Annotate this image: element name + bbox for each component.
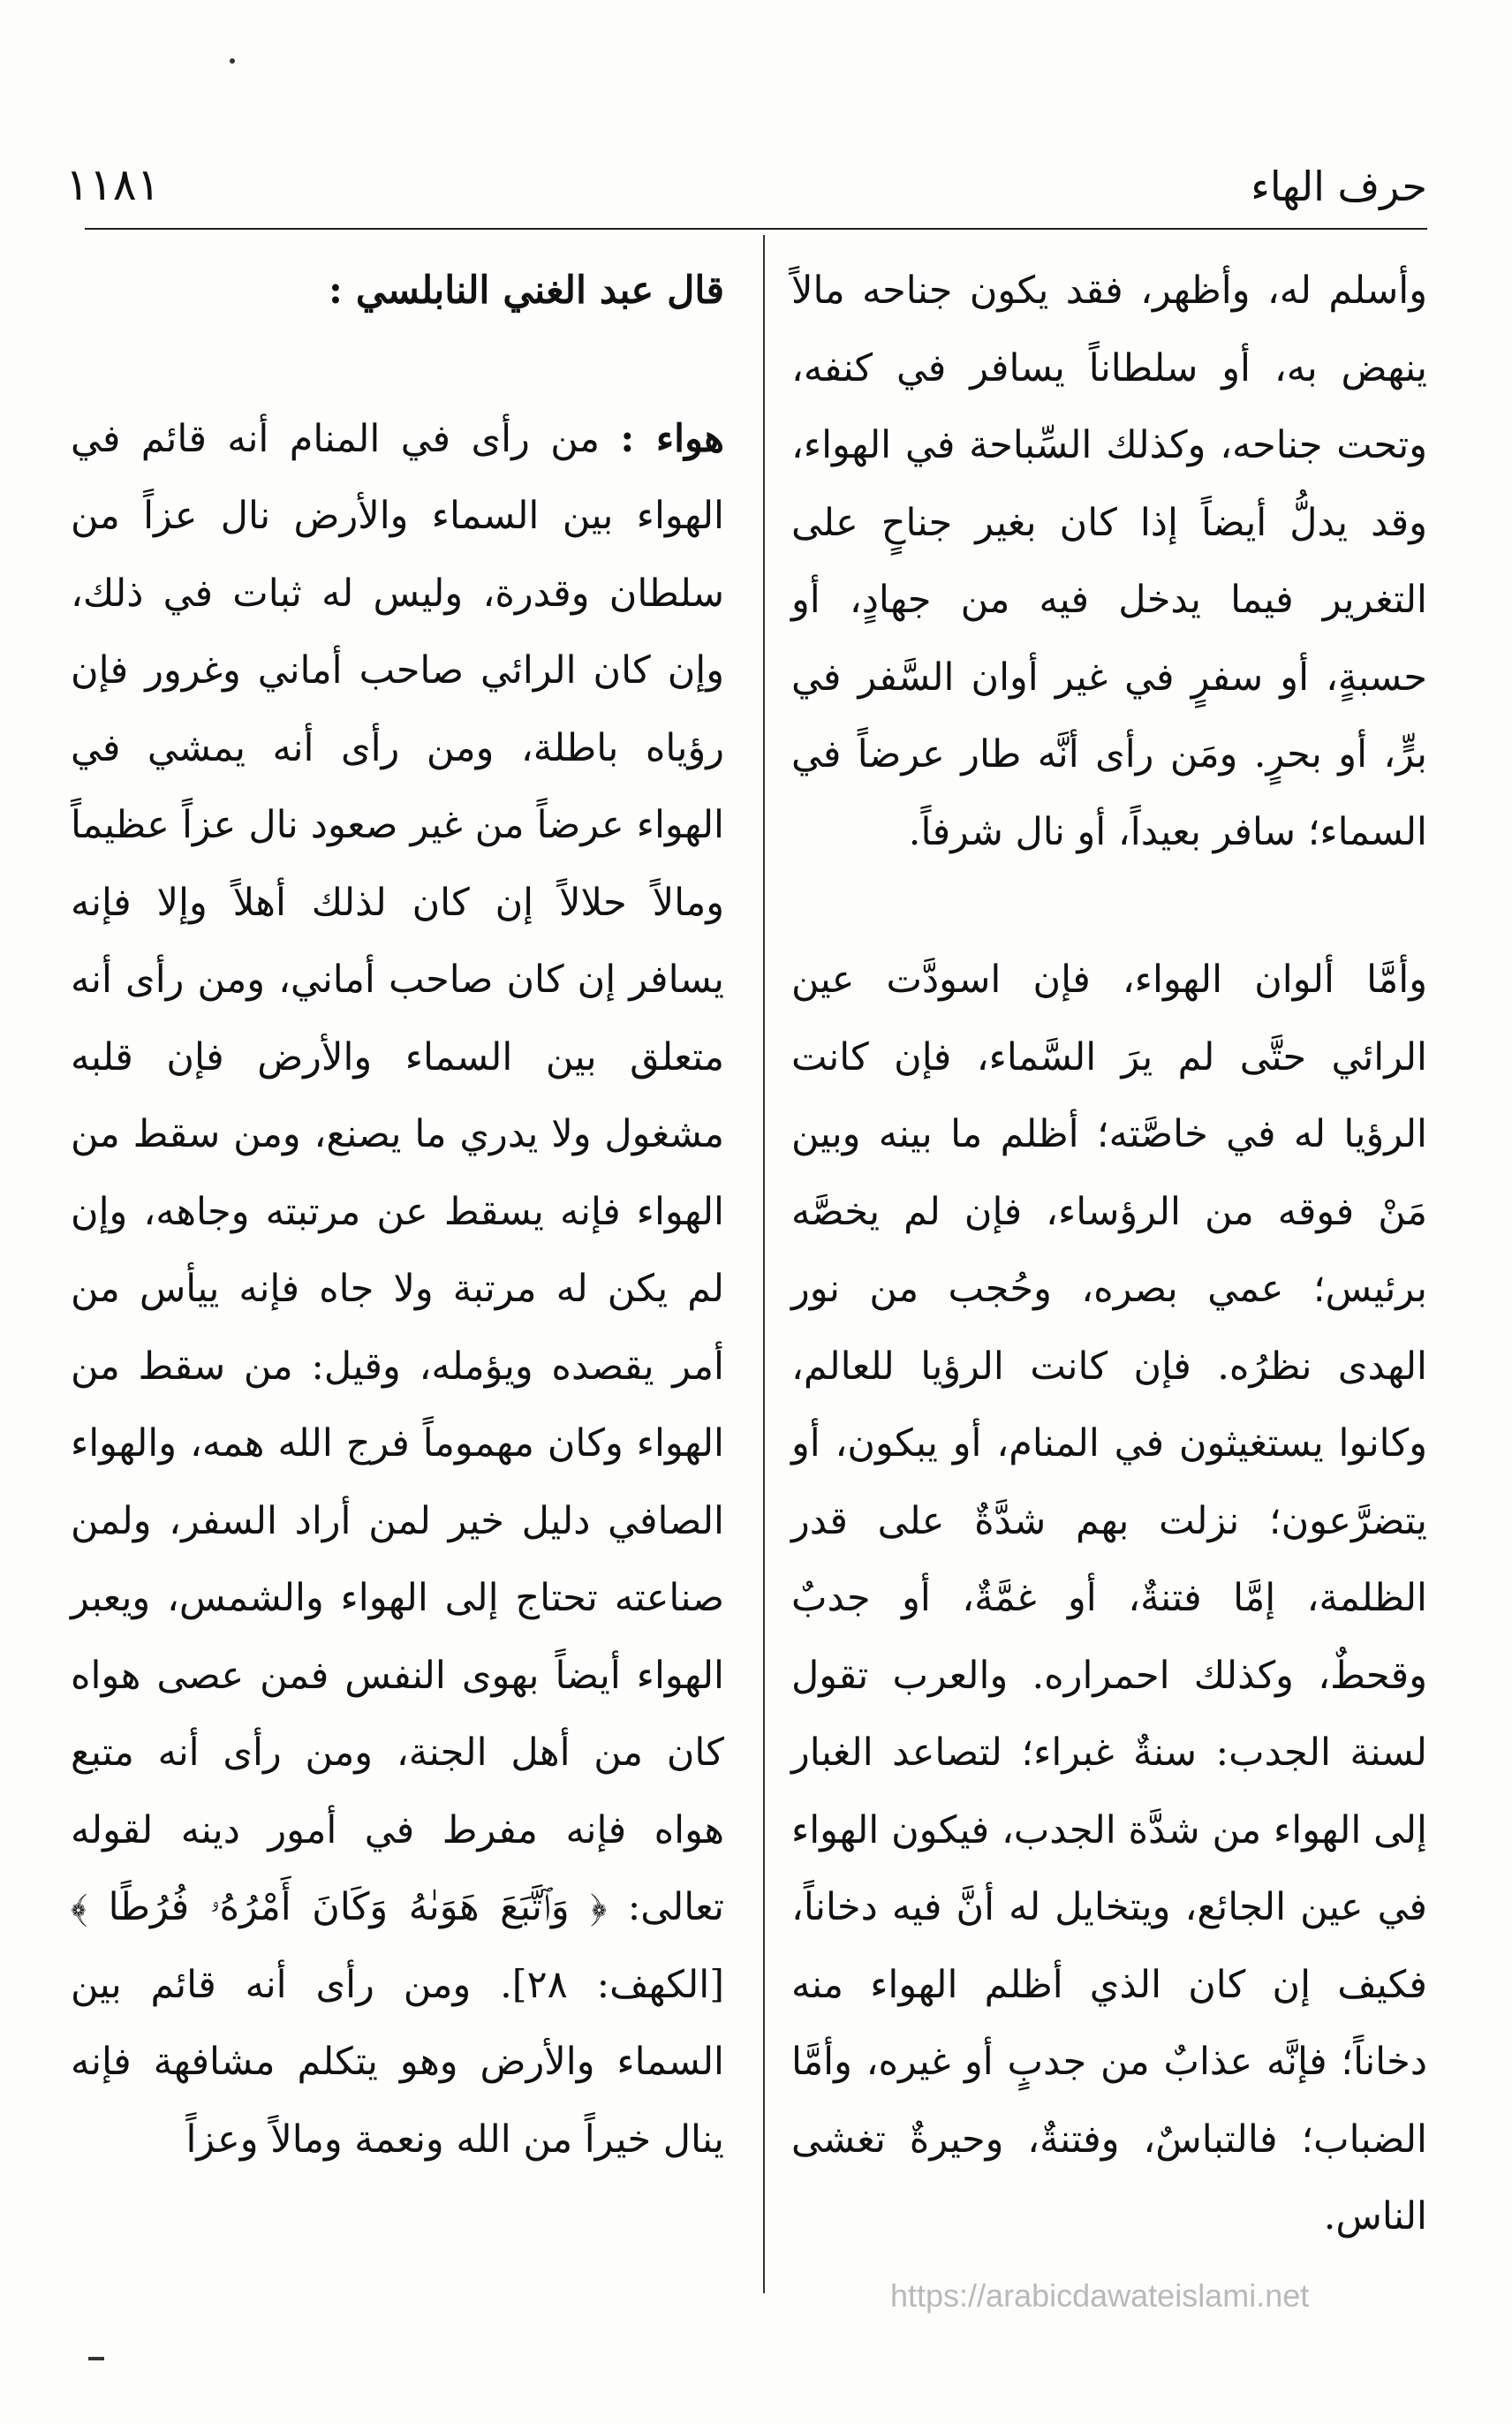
scan-speck bbox=[230, 58, 235, 64]
paragraph-gap bbox=[791, 871, 1427, 942]
entry-text-1: من رأى في المنام أنه قائم في الهواء بين السماء والأرض نال عزاً من سلطان وقدرة، وليس له ثبات في ذلك، وإن كان الرائي صاحب أماني وغرور فإن رؤياه باطلة، ومن رأى أنه يمشي في الهواء عرضاً من غير صعود نال عزاً عظيماً ومالاً حلالاً إن كان لذلك أهلاً وإلا فإنه يسافر إن كان صاحب أماني، ومن رأى أنه متعلق بين السماء والأرض فإن قلبه مشغول ولا يدري ما يصنع، ومن سقط من الهواء فإنه يسقط عن مرتبته وجاهه، وإن لم يكن له مرتبة ولا جاه فإنه ييأس من أمر يقصده ويؤمله، وقيل: من سقط من الهواء وكان مهموماً فرج الله همه، والهواء الصافي دليل خير لمن أراد السفر، ولمن صناعته تحتاج إلى الهواء والشمس، ويعبر الهواء أيضاً بهوى النفس فمن عصى هواه كان من أهل الجنة، ومن رأى أنه متبع هواه فإنه مفرط في أمور دينه لقوله تعالى: bbox=[71, 416, 725, 1929]
right-paragraph-2: وأمَّا ألوان الهواء، فإن اسودَّت عين الرائي حتَّى لم يرَ السَّماء، فإن كانت الرؤيا له في خاصَّته؛ أظلم ما بينه وبين مَنْ فوقه من الرؤساء، فإن لم يخصَّه برئيس؛ عمي بصره، وحُجب من نور الهدى نظرُه. فإن كانت الرؤيا للعالم، وكانوا يستغيثون في المنام، أو يبكون، أو يتضرَّعون؛ نزلت بهم شدَّةٌ على قدر الظلمة، إمَّا فتنةٌ، أو غمَّةٌ، أو جدبٌ وقحطٌ، وكذلك احمراره. والعرب تقول لسنة الجدب: سنةٌ غبراء؛ لتصاعد الغبار إلى الهواء من شدَّة الجدب، فيكون الهواء في عين الجائع، ويتخايل له أنَّ فيه دخاناً، فكيف إن كان الذي أظلم الهواء منه دخاناً؛ فإنَّه عذابٌ من جدبٍ أو غيره، وأمَّا الضباب؛ فالتباسٌ، وفتنةٌ، وحيرةٌ تغشى الناس. bbox=[791, 958, 1427, 2238]
entry-text-2: . ومن رأى أنه قائم بين السماء والأرض وهو يتكلم مشافهة فإنه ينال خيراً من الله ونعمة ومالاً وعزاً bbox=[71, 1962, 724, 2162]
watermark-url: https://arabicdawateislami.net bbox=[890, 2277, 1310, 2314]
header-rule bbox=[85, 228, 1427, 230]
left-paragraph bbox=[71, 401, 724, 2179]
column-divider bbox=[763, 235, 765, 2293]
left-column bbox=[71, 253, 724, 2178]
scan-speck bbox=[88, 2357, 104, 2360]
chapter-title: حرف الهاء bbox=[1251, 163, 1427, 210]
paragraph-gap bbox=[71, 330, 724, 401]
quran-verse: ﴿ وَٱتَّبَعَ هَوَىٰهُ وَكَانَ أَمْرُهُۥ فُرُطًا ﴾ bbox=[71, 1885, 608, 1929]
right-column bbox=[791, 253, 1427, 2256]
section-heading: قال عبد الغني النابلسي : bbox=[329, 269, 724, 313]
entry-term: هواء : bbox=[620, 416, 724, 461]
right-paragraph-1: وأسلم له، وأظهر، فقد يكون جناحه مالاً ينهض به، أو سلطاناً يسافر في كنفه، وتحت جناحه، وكذلك السِّباحة في الهواء، وقد يدلُّ أيضاً إذا كان بغير جناحٍ على التغرير فيما يدخل فيه من جهادٍ، أو حسبةٍ، أو سفرٍ في غير أوان السَّفر في برٍّ، أو بحرٍ. ومَن رأى أنَّه طار عرضاً في السماء؛ سافر بعيداً، أو نال شرفاً. bbox=[791, 269, 1427, 854]
page-number: ١١٨١ bbox=[65, 159, 161, 210]
verse-citation: [الكهف: ٢٨] bbox=[511, 1962, 725, 2007]
